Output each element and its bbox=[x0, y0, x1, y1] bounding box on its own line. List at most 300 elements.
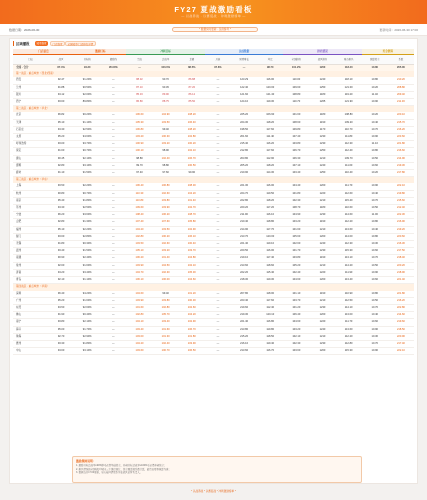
table-cell: 105.80 bbox=[179, 219, 205, 226]
table-cell: 221.40 bbox=[388, 277, 414, 284]
column-header[interactable]: 全国排名 bbox=[283, 55, 309, 65]
table-cell: 10.70 bbox=[362, 340, 388, 347]
table-cell: 111.90 bbox=[336, 269, 362, 276]
table-cell: 90.80 bbox=[48, 190, 74, 197]
column-header[interactable]: 门店 bbox=[13, 55, 48, 65]
table-cell: 95.10 bbox=[48, 226, 74, 233]
table-cell: 103.60 bbox=[283, 348, 309, 355]
table-cell: 102.80 bbox=[126, 233, 152, 240]
table-cell: 10.60 bbox=[362, 248, 388, 255]
table-cell: 101.60 bbox=[283, 226, 309, 233]
table-cell: 104.90 bbox=[283, 212, 309, 219]
table-cell: 110.90 bbox=[336, 291, 362, 298]
table-cell: 106.10 bbox=[179, 233, 205, 240]
table-cell: 124.10 bbox=[231, 99, 257, 106]
table-row[interactable] bbox=[13, 319, 414, 326]
table-cell: 10.20 bbox=[362, 84, 388, 91]
column-header[interactable]: 月销 bbox=[205, 55, 231, 65]
table-cell: 10.70 bbox=[362, 126, 388, 133]
column-header[interactable]: 达成率 bbox=[153, 55, 179, 65]
table-cell: 101.10 bbox=[283, 291, 309, 298]
table-cell: 117.70 bbox=[257, 226, 283, 233]
table-cell: 93.30 bbox=[48, 340, 74, 347]
table-cell: 1250 bbox=[309, 148, 335, 155]
table-cell: 222.80 bbox=[231, 197, 257, 204]
table-cell: 123.29 bbox=[231, 77, 257, 84]
table-cell: 1220 bbox=[309, 269, 335, 276]
table-cell: 105.60 bbox=[283, 233, 309, 240]
table-cell: 106.20 bbox=[126, 255, 152, 262]
city-name: 福州 bbox=[13, 226, 48, 233]
table-row[interactable] bbox=[13, 112, 414, 119]
table-cell: 1210 bbox=[309, 262, 335, 269]
table-cell: 120.00 bbox=[257, 84, 283, 91]
table-cell: — bbox=[100, 112, 126, 119]
table-cell: 93.70% bbox=[74, 141, 100, 148]
total-cell: 94.30 bbox=[74, 65, 100, 72]
table-cell: 104.60 bbox=[283, 319, 309, 326]
table-cell: — bbox=[205, 312, 231, 319]
table-cell: 106.50 bbox=[179, 348, 205, 355]
table-cell: 211.90 bbox=[231, 212, 257, 219]
column-header[interactable]: 测算奖金 bbox=[362, 55, 388, 65]
table-cell: 118.20 bbox=[257, 197, 283, 204]
table-cell: 112.90 bbox=[257, 155, 283, 162]
table-cell: 100.30 bbox=[153, 134, 179, 141]
table-cell: 101.60 bbox=[153, 326, 179, 333]
table-cell: 10.80 bbox=[362, 77, 388, 84]
table-cell: 114.20 bbox=[336, 262, 362, 269]
table-cell: 215.70 bbox=[388, 119, 414, 126]
table-cell: — bbox=[100, 297, 126, 304]
table-cell: 1240 bbox=[309, 77, 335, 84]
table-cell: 91.60 bbox=[48, 148, 74, 155]
table-cell: 1190 bbox=[309, 255, 335, 262]
table-cell: 221.30 bbox=[231, 183, 257, 190]
table-cell: 95.20 bbox=[48, 134, 74, 141]
table-cell: — bbox=[100, 190, 126, 197]
table-cell: 1180 bbox=[309, 91, 335, 98]
column-header[interactable]: 环比 bbox=[257, 55, 283, 65]
table-cell: 216.20 bbox=[388, 126, 414, 133]
table-cell: 221.40 bbox=[231, 241, 257, 248]
section-title: 第一战区 · 重点城市（西北/西南） bbox=[13, 71, 414, 77]
total-cell: 1200 bbox=[309, 65, 335, 72]
table-cell: 107.40 bbox=[283, 134, 309, 141]
table-cell: — bbox=[100, 77, 126, 84]
table-cell: 10.40 bbox=[362, 190, 388, 197]
table-cell: 90.45 bbox=[153, 84, 179, 91]
section-header-row bbox=[13, 177, 414, 184]
table-cell: 223.40 bbox=[231, 297, 257, 304]
table-cell: 1220 bbox=[309, 190, 335, 197]
tab-rank-detail[interactable]: 全国城市/门店排名详情 bbox=[65, 41, 96, 46]
table-row[interactable] bbox=[13, 297, 414, 304]
table-row[interactable] bbox=[13, 262, 414, 269]
table-cell: 219.10 bbox=[231, 255, 257, 262]
table-cell: 219.60 bbox=[231, 304, 257, 311]
table-cell: 101.30 bbox=[153, 333, 179, 340]
card-title: 区域播报 bbox=[13, 41, 30, 46]
table-row[interactable] bbox=[13, 205, 414, 212]
table-cell: 117.60 bbox=[257, 148, 283, 155]
table-cell: — bbox=[205, 141, 231, 148]
info-bar bbox=[0, 24, 427, 36]
table-cell: 91.70% bbox=[74, 326, 100, 333]
table-cell: 117.40 bbox=[257, 255, 283, 262]
table-cell: 104.20 bbox=[179, 312, 205, 319]
table-row[interactable] bbox=[13, 277, 414, 284]
table-cell: 222.10 bbox=[388, 348, 414, 355]
table-cell: 92.70 bbox=[48, 333, 74, 340]
table-cell: 1210 bbox=[309, 197, 335, 204]
city-name: 南通 bbox=[13, 255, 48, 262]
table-row[interactable] bbox=[13, 248, 414, 255]
table-cell: 224.30 bbox=[231, 119, 257, 126]
table-cell: 102.30 bbox=[283, 197, 309, 204]
table-cell: 105.30 bbox=[126, 119, 152, 126]
table-cell: 106.20 bbox=[153, 212, 179, 219]
table-cell: 108.80 bbox=[283, 91, 309, 98]
table-cell: 10.50 bbox=[362, 297, 388, 304]
table-cell: — bbox=[100, 155, 126, 162]
table-cell: 122.40 bbox=[231, 84, 257, 91]
table-row[interactable] bbox=[13, 212, 414, 219]
column-header[interactable]: 战区 bbox=[48, 55, 74, 65]
table-row[interactable] bbox=[13, 197, 414, 204]
column-header[interactable]: 同期增长 bbox=[231, 55, 257, 65]
table-cell: 10.90 bbox=[362, 183, 388, 190]
city-name: 天津 bbox=[13, 119, 48, 126]
table-row[interactable] bbox=[13, 312, 414, 319]
table-cell: 100.90 bbox=[126, 141, 152, 148]
table-cell: 116.10 bbox=[257, 212, 283, 219]
table-cell: 110.70 bbox=[283, 99, 309, 106]
table-row[interactable] bbox=[13, 326, 414, 333]
table-cell: 1210 bbox=[309, 297, 335, 304]
table-cell: 104.70 bbox=[126, 269, 152, 276]
table-cell: 116.70 bbox=[257, 348, 283, 355]
table-cell: 10.80 bbox=[362, 233, 388, 240]
table-cell: 219.80 bbox=[388, 190, 414, 197]
table-cell: 108.20 bbox=[179, 112, 205, 119]
table-cell: 118.80 bbox=[257, 219, 283, 226]
table-cell: 85.50 bbox=[179, 99, 205, 106]
table-cell: — bbox=[205, 255, 231, 262]
table-cell: 222.10 bbox=[388, 183, 414, 190]
page-title: FY27 夏战激励看板 bbox=[174, 5, 253, 14]
column-group-header: 排名情况 bbox=[283, 49, 361, 55]
table-cell: — bbox=[100, 141, 126, 148]
table-cell: 1180 bbox=[309, 112, 335, 119]
table-cell: 106.00 bbox=[153, 277, 179, 284]
table-cell: 85.33 bbox=[126, 91, 152, 98]
table-cell: 220.50 bbox=[231, 248, 257, 255]
column-header[interactable]: 目标值 bbox=[74, 55, 100, 65]
table-row[interactable] bbox=[13, 348, 414, 355]
table-cell: — bbox=[100, 348, 126, 355]
table-cell: 113.60 bbox=[336, 326, 362, 333]
city-name: 南京 bbox=[13, 197, 48, 204]
table-cell: — bbox=[205, 205, 231, 212]
table-cell: 118.00 bbox=[257, 291, 283, 298]
table-cell: 213.60 bbox=[231, 348, 257, 355]
table-cell: — bbox=[205, 241, 231, 248]
table-cell: 93.40 bbox=[48, 248, 74, 255]
column-header[interactable]: 城市排名 bbox=[336, 55, 362, 65]
table-cell: 10.60 bbox=[362, 277, 388, 284]
table-cell: 95.20 bbox=[48, 297, 74, 304]
table-row[interactable] bbox=[13, 183, 414, 190]
city-name: 中山 bbox=[13, 348, 48, 355]
column-header[interactable]: 战区排名 bbox=[309, 55, 335, 65]
table-cell: 100.50 bbox=[179, 162, 205, 169]
table-cell: 115.40 bbox=[257, 269, 283, 276]
table-row[interactable] bbox=[13, 141, 414, 148]
table-row[interactable] bbox=[13, 340, 414, 347]
table-cell: 91.80% bbox=[74, 197, 100, 204]
rules-line: 3. 数据每日17:00更新，如有疑问请联系所在战区运营负责人。 bbox=[76, 471, 143, 475]
total-cell: 101.2% bbox=[283, 65, 309, 72]
table-row[interactable] bbox=[13, 162, 414, 169]
table-row[interactable] bbox=[13, 219, 414, 226]
table-row[interactable] bbox=[13, 190, 414, 197]
table-cell: 103.20 bbox=[153, 248, 179, 255]
table-cell: 103.40 bbox=[153, 319, 179, 326]
city-name: 石家庄 bbox=[13, 126, 48, 133]
table-row[interactable] bbox=[13, 226, 414, 233]
table-row[interactable] bbox=[13, 269, 414, 276]
table-cell: 91.10% bbox=[74, 119, 100, 126]
table-row[interactable] bbox=[13, 233, 414, 240]
table-row[interactable] bbox=[13, 170, 414, 177]
card-title-row bbox=[13, 41, 413, 47]
table-cell: 93.60 bbox=[48, 233, 74, 240]
table-cell: 92.10% bbox=[74, 319, 100, 326]
table-row[interactable] bbox=[13, 155, 414, 162]
table-cell: 92.40% bbox=[74, 255, 100, 262]
table-cell: 92.00% bbox=[74, 91, 100, 98]
table-cell: 91.50% bbox=[74, 170, 100, 177]
table-cell: 119.30 bbox=[257, 99, 283, 106]
city-name: 济南 bbox=[13, 269, 48, 276]
rules-title: 激励规则说明： bbox=[76, 459, 96, 463]
table-cell: — bbox=[205, 134, 231, 141]
tab-store[interactable]: 门店维度 bbox=[50, 41, 65, 46]
table-cell: 1200 bbox=[309, 312, 335, 319]
table-cell: 104.60 bbox=[126, 291, 152, 298]
table-cell: 94.60% bbox=[74, 134, 100, 141]
table-row[interactable] bbox=[13, 291, 414, 298]
table-cell: — bbox=[100, 219, 126, 226]
city-name: 太原 bbox=[13, 134, 48, 141]
table-cell: — bbox=[205, 333, 231, 340]
table-row[interactable] bbox=[13, 126, 414, 133]
table-cell: 103.80 bbox=[153, 297, 179, 304]
rules-line: 2. 排名情况按全国/战区/城市三个维度统计，奖金测算按系数计算，最终以财务核算为准； bbox=[76, 467, 171, 471]
table-cell: 92.20% bbox=[74, 226, 100, 233]
table-cell: 119.50 bbox=[257, 190, 283, 197]
table-cell: — bbox=[205, 126, 231, 133]
table-cell: 91.80% bbox=[74, 340, 100, 347]
ranking-table bbox=[13, 49, 414, 355]
table-cell: 1230 bbox=[309, 304, 335, 311]
city-name: 宁波 bbox=[13, 212, 48, 219]
city-name: 常州 bbox=[13, 262, 48, 269]
column-header-row bbox=[13, 55, 414, 65]
table-cell: — bbox=[100, 304, 126, 311]
table-cell: 100.10 bbox=[126, 148, 152, 155]
table-cell: 90.70 bbox=[153, 77, 179, 84]
city-name: 银川 bbox=[13, 91, 48, 98]
table-cell: 110.70 bbox=[336, 126, 362, 133]
table-cell: 91.60% bbox=[74, 297, 100, 304]
table-row[interactable] bbox=[13, 241, 414, 248]
table-cell: — bbox=[100, 170, 126, 177]
table-cell: 121.60 bbox=[231, 91, 257, 98]
table-cell: — bbox=[205, 170, 231, 177]
table-cell: 119.40 bbox=[257, 340, 283, 347]
table-cell: 102.60 bbox=[283, 241, 309, 248]
table-row[interactable] bbox=[13, 255, 414, 262]
table-row[interactable] bbox=[13, 148, 414, 155]
table-cell: — bbox=[205, 277, 231, 284]
table-cell: 117.60 bbox=[257, 297, 283, 304]
total-cell: 87.4% bbox=[48, 65, 74, 72]
table-cell: 92.50% bbox=[74, 205, 100, 212]
table-cell: 91.20% bbox=[74, 77, 100, 84]
table-cell: — bbox=[100, 333, 126, 340]
table-cell: 107.40 bbox=[126, 219, 152, 226]
table-cell: 102.60 bbox=[153, 241, 179, 248]
table-cell: 103.90 bbox=[126, 262, 152, 269]
table-cell: 10.80 bbox=[362, 291, 388, 298]
tab-city[interactable]: 城市维度 bbox=[36, 42, 47, 45]
table-row[interactable] bbox=[13, 333, 414, 340]
table-cell: 113.40 bbox=[336, 277, 362, 284]
table-cell: 102.80 bbox=[179, 134, 205, 141]
table-cell: — bbox=[205, 304, 231, 311]
table-cell: 217.40 bbox=[388, 340, 414, 347]
table-cell: 118.50 bbox=[257, 333, 283, 340]
table-cell: 98.90 bbox=[153, 148, 179, 155]
table-cell: 101.40 bbox=[179, 197, 205, 204]
table-row[interactable] bbox=[13, 304, 414, 311]
table-cell: 115.40 bbox=[336, 197, 362, 204]
table-cell: 92.90% bbox=[74, 333, 100, 340]
city-name: 无锡 bbox=[13, 241, 48, 248]
table-cell: 1240 bbox=[309, 326, 335, 333]
table-cell: 94.30 bbox=[48, 126, 74, 133]
column-header[interactable]: 完成 bbox=[126, 55, 152, 65]
table-cell: 10.90 bbox=[362, 134, 388, 141]
total-cell: 118.40 bbox=[336, 65, 362, 72]
table-cell: 100.30 bbox=[179, 297, 205, 304]
table-cell: 1230 bbox=[309, 134, 335, 141]
table-cell: — bbox=[205, 326, 231, 333]
table-cell: 90.40% bbox=[74, 312, 100, 319]
table-cell: — bbox=[100, 291, 126, 298]
table-row[interactable] bbox=[13, 91, 414, 98]
table-cell: 115.30 bbox=[336, 348, 362, 355]
table-cell: 93.40% bbox=[74, 269, 100, 276]
table-cell: 10.80 bbox=[362, 219, 388, 226]
column-header[interactable]: 系数 bbox=[388, 55, 414, 65]
table-cell: 95.40 bbox=[48, 197, 74, 204]
table-row[interactable] bbox=[13, 119, 414, 126]
table-cell: 115.30 bbox=[336, 248, 362, 255]
table-cell: 94.50 bbox=[48, 304, 74, 311]
table-cell: 1200 bbox=[309, 348, 335, 355]
table-cell: 88.75 bbox=[153, 99, 179, 106]
table-cell: 110.30 bbox=[126, 190, 152, 197]
table-cell: 121.40 bbox=[257, 91, 283, 98]
column-header[interactable]: 差额 bbox=[179, 55, 205, 65]
column-header[interactable]: 激励线 bbox=[100, 55, 126, 65]
table-cell: 1200 bbox=[309, 277, 335, 284]
table-cell: 103.50 bbox=[153, 226, 179, 233]
table-cell: 92.10% bbox=[74, 155, 100, 162]
table-cell: 102.10 bbox=[283, 333, 309, 340]
city-name: 海口 bbox=[13, 326, 48, 333]
table-cell: 116.20 bbox=[257, 141, 283, 148]
table-cell: 224.70 bbox=[231, 190, 257, 197]
table-cell: 222.80 bbox=[388, 304, 414, 311]
table-cell: 103.80 bbox=[283, 255, 309, 262]
table-cell: 103.20 bbox=[283, 326, 309, 333]
table-cell: — bbox=[100, 197, 126, 204]
table-row[interactable] bbox=[13, 77, 414, 84]
table-cell: 90.70% bbox=[74, 190, 100, 197]
section-header-row bbox=[13, 106, 414, 113]
table-cell: 105.20 bbox=[283, 262, 309, 269]
table-cell: 87.20 bbox=[179, 84, 205, 91]
total-cell: 205.00 bbox=[388, 65, 414, 72]
table-row[interactable] bbox=[13, 84, 414, 91]
table-cell: 116.80 bbox=[257, 319, 283, 326]
table-cell: 109.70 bbox=[336, 155, 362, 162]
city-name: 佛山 bbox=[13, 312, 48, 319]
table-cell: 103.90 bbox=[153, 205, 179, 212]
table-cell: 1230 bbox=[309, 340, 335, 347]
table-cell: — bbox=[100, 134, 126, 141]
table-cell: 1210 bbox=[309, 333, 335, 340]
table-cell: 103.20 bbox=[153, 141, 179, 148]
table-cell: 112.60 bbox=[336, 190, 362, 197]
table-row[interactable] bbox=[13, 134, 414, 141]
table-cell: 103.60 bbox=[126, 348, 152, 355]
table-cell: 218.50 bbox=[388, 326, 414, 333]
table-cell: — bbox=[100, 205, 126, 212]
table-row[interactable] bbox=[13, 99, 414, 106]
table-cell: 118.10 bbox=[336, 77, 362, 84]
table-cell: 106.70 bbox=[283, 148, 309, 155]
table-cell: 111.70 bbox=[336, 319, 362, 326]
column-group-header: 奖金测算 bbox=[362, 49, 414, 55]
table-cell: — bbox=[205, 77, 231, 84]
table-cell: 106.40 bbox=[283, 312, 309, 319]
table-cell: 91.10% bbox=[74, 277, 100, 284]
table-cell: 10.90 bbox=[362, 326, 388, 333]
header-banner bbox=[0, 0, 427, 24]
table-cell: 90.20% bbox=[74, 112, 100, 119]
table-cell: 1210 bbox=[309, 155, 335, 162]
table-cell: 1220 bbox=[309, 319, 335, 326]
table-cell: 94.12 bbox=[48, 91, 74, 98]
table-cell: 220.10 bbox=[388, 112, 414, 119]
table-cell: 93.60% bbox=[74, 212, 100, 219]
table-cell: — bbox=[100, 148, 126, 155]
